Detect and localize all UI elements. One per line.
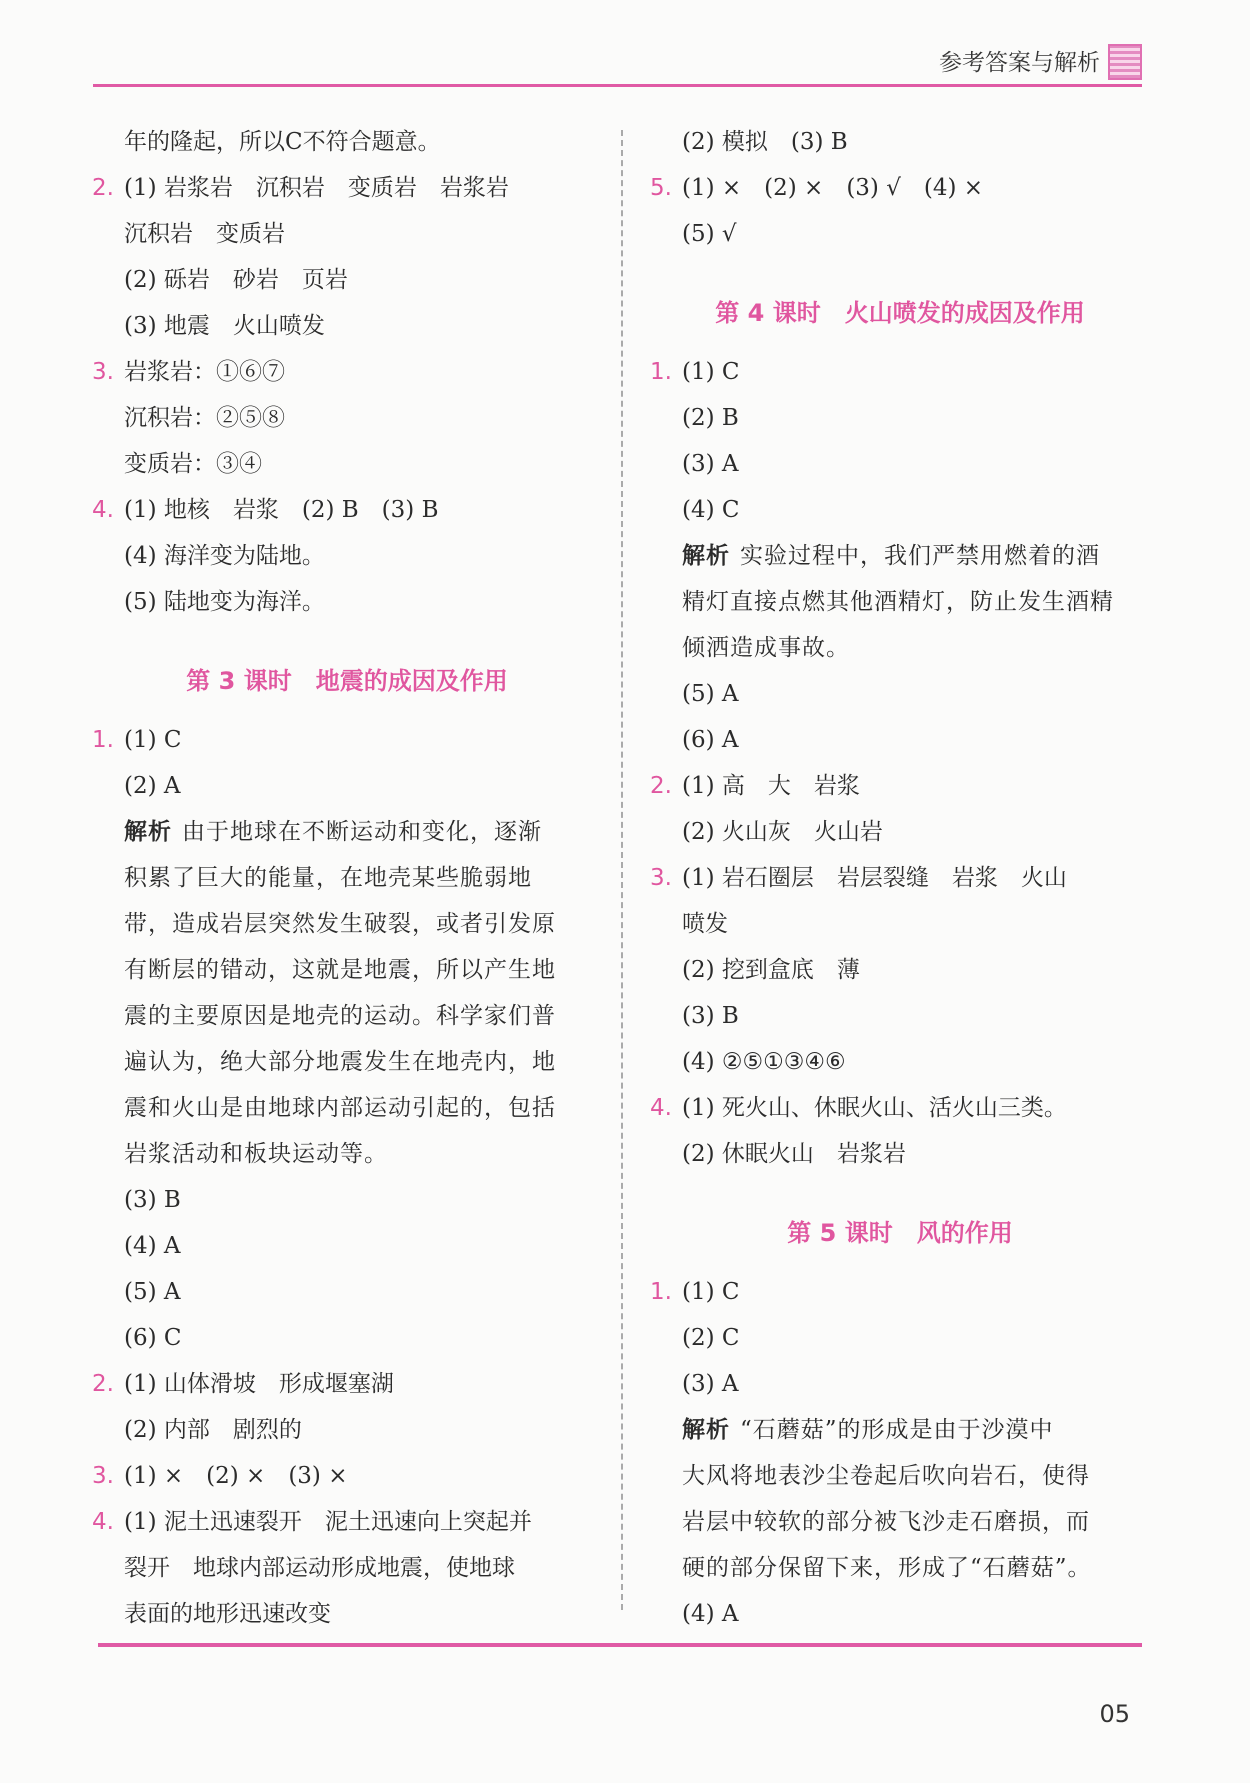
answer-line: 年的隆起，所以C不符合题意。 [124,129,441,155]
question-2: 2. (1) 岩浆岩 沉积岩 变质岩 岩浆岩 [92,165,602,211]
page-header [0,0,1250,90]
answer-line: 喷发 [682,911,728,937]
answer-line: (3) A [682,451,739,477]
header-ornament-icon [1108,44,1142,80]
question-number: 2. [92,1371,114,1397]
section-title: 第 3 课时 地震的成因及作用 [186,667,508,695]
answer-line: (2) A [124,773,181,799]
answer-line: (2) 休眠火山 岩浆岩 [682,1141,906,1167]
analysis-line: 解析 “石蘑菇”的形成是由于沙漠中 [682,1417,1054,1443]
answer-line: (5) A [682,681,739,707]
answer-line: 变质岩：③④ [124,451,262,477]
analysis-line: 积累了巨大的能量，在地壳某些脆弱地 [124,865,532,891]
header-title: 参考答案与解析 [939,50,1100,76]
answer-line: (4) A [682,1601,739,1627]
question-number: 2. [92,175,114,201]
page-number: 05 [1099,1700,1130,1728]
analysis-line: 震和火山是由地球内部运动引起的，包括 [124,1095,556,1121]
section-title: 第 5 课时 风的作用 [787,1219,1013,1247]
answer-line: (2) 内部 剧烈的 [124,1417,302,1443]
answer-line: 裂开 地球内部运动形成地震，使地球 [124,1555,515,1581]
question-number: 4. [92,497,114,523]
analysis-label: 解析 [124,819,172,845]
right-column [650,119,1150,1637]
answer-line: (6) C [124,1325,182,1351]
answer-line: (4) 海洋变为陆地。 [124,543,325,569]
footer-rule [98,1643,1142,1647]
answer-line: (4) C [682,497,740,523]
answer-line: (2) C [682,1325,740,1351]
question-number: 3. [92,1463,114,1489]
answer-line: (3) B [682,1003,739,1029]
header-rule [93,84,1142,87]
question-number: 1. [650,1279,672,1305]
question-number: 4. [650,1095,672,1121]
question-1: 1. (1) C [92,717,602,763]
answer-line: (5) A [124,1279,181,1305]
answer-line: (3) 地震 火山喷发 [124,313,325,339]
question-4: 4. (1) 泥土迅速裂开 泥土迅速向上突起并 [92,1499,602,1545]
analysis-line: 解析 实验过程中，我们严禁用燃着的酒 [682,543,1100,569]
analysis-line: 带，造成岩层突然发生破裂，或者引发原 [124,911,556,937]
question-number: 3. [92,359,114,385]
question-number: 2. [650,773,672,799]
question-3: 3. (1) × (2) × (3) × [92,1453,602,1499]
question-2: 2. (1) 高 大 岩浆 [650,763,1150,809]
section-title: 第 4 课时 火山喷发的成因及作用 [715,299,1085,327]
question-4: 4. (1) 地核 岩浆 (2) B (3) B [92,487,602,533]
analysis-line: 硬的部分保留下来，形成了“石蘑菇”。 [682,1555,1092,1581]
answer-line: (3) B [124,1187,181,1213]
question-2: 2. (1) 山体滑坡 形成堰塞湖 [92,1361,602,1407]
analysis-line: 有断层的错动，这就是地震，所以产生地 [124,957,556,983]
question-number: 1. [650,359,672,385]
question-1: 1. (1) C [650,349,1150,395]
question-number: 4. [92,1509,114,1535]
question-3: 3. (1) 岩石圈层 岩层裂缝 岩浆 火山 [650,855,1150,901]
analysis-line: 震的主要原因是地壳的运动。科学家们普 [124,1003,556,1029]
answer-line: (6) A [682,727,739,753]
answer-line: 沉积岩：②⑤⑧ [124,405,285,431]
question-1: 1. (1) C [650,1269,1150,1315]
analysis-line: 倾洒造成事故。 [682,635,850,661]
analysis-line: 遍认为，绝大部分地震发生在地壳内，地 [124,1049,556,1075]
answer-line: (2) 砾岩 砂岩 页岩 [124,267,348,293]
answer-line: 表面的地形迅速改变 [124,1601,331,1627]
question-number: 5. [650,175,672,201]
answer-line: 沉积岩 变质岩 [124,221,285,247]
answer-line: (5) √ [682,221,737,247]
answer-line: (4) ②⑤①③④⑥ [682,1049,846,1075]
column-divider [621,130,623,1610]
analysis-label: 解析 [682,1417,730,1443]
answer-line: (4) A [124,1233,181,1259]
analysis-line: 大风将地表沙尘卷起后吹向岩石，使得 [682,1463,1090,1489]
answer-line: (3) A [682,1371,739,1397]
analysis-line: 岩层中较软的部分被飞沙走石磨损，而 [682,1509,1090,1535]
analysis-label: 解析 [682,543,730,569]
question-number: 1. [92,727,114,753]
question-number: 3. [650,865,672,891]
answer-line: (2) 火山灰 火山岩 [682,819,883,845]
question-3: 3. 岩浆岩：①⑥⑦ [92,349,602,395]
analysis-line: 精灯直接点燃其他酒精灯，防止发生酒精 [682,589,1114,615]
answer-line: (2) B [682,405,739,431]
question-5: 5. (1) × (2) × (3) √ (4) × [650,165,1150,211]
left-column [92,119,602,1637]
answer-line: (2) 挖到盒底 薄 [682,957,860,983]
answer-line: (2) 模拟 (3) B [682,129,848,155]
analysis-line: 解析 由于地球在不断运动和变化，逐渐 [124,819,542,845]
analysis-line: 岩浆活动和板块运动等。 [124,1141,388,1167]
answer-line: (5) 陆地变为海洋。 [124,589,325,615]
question-4: 4. (1) 死火山、休眠火山、活火山三类。 [650,1085,1150,1131]
